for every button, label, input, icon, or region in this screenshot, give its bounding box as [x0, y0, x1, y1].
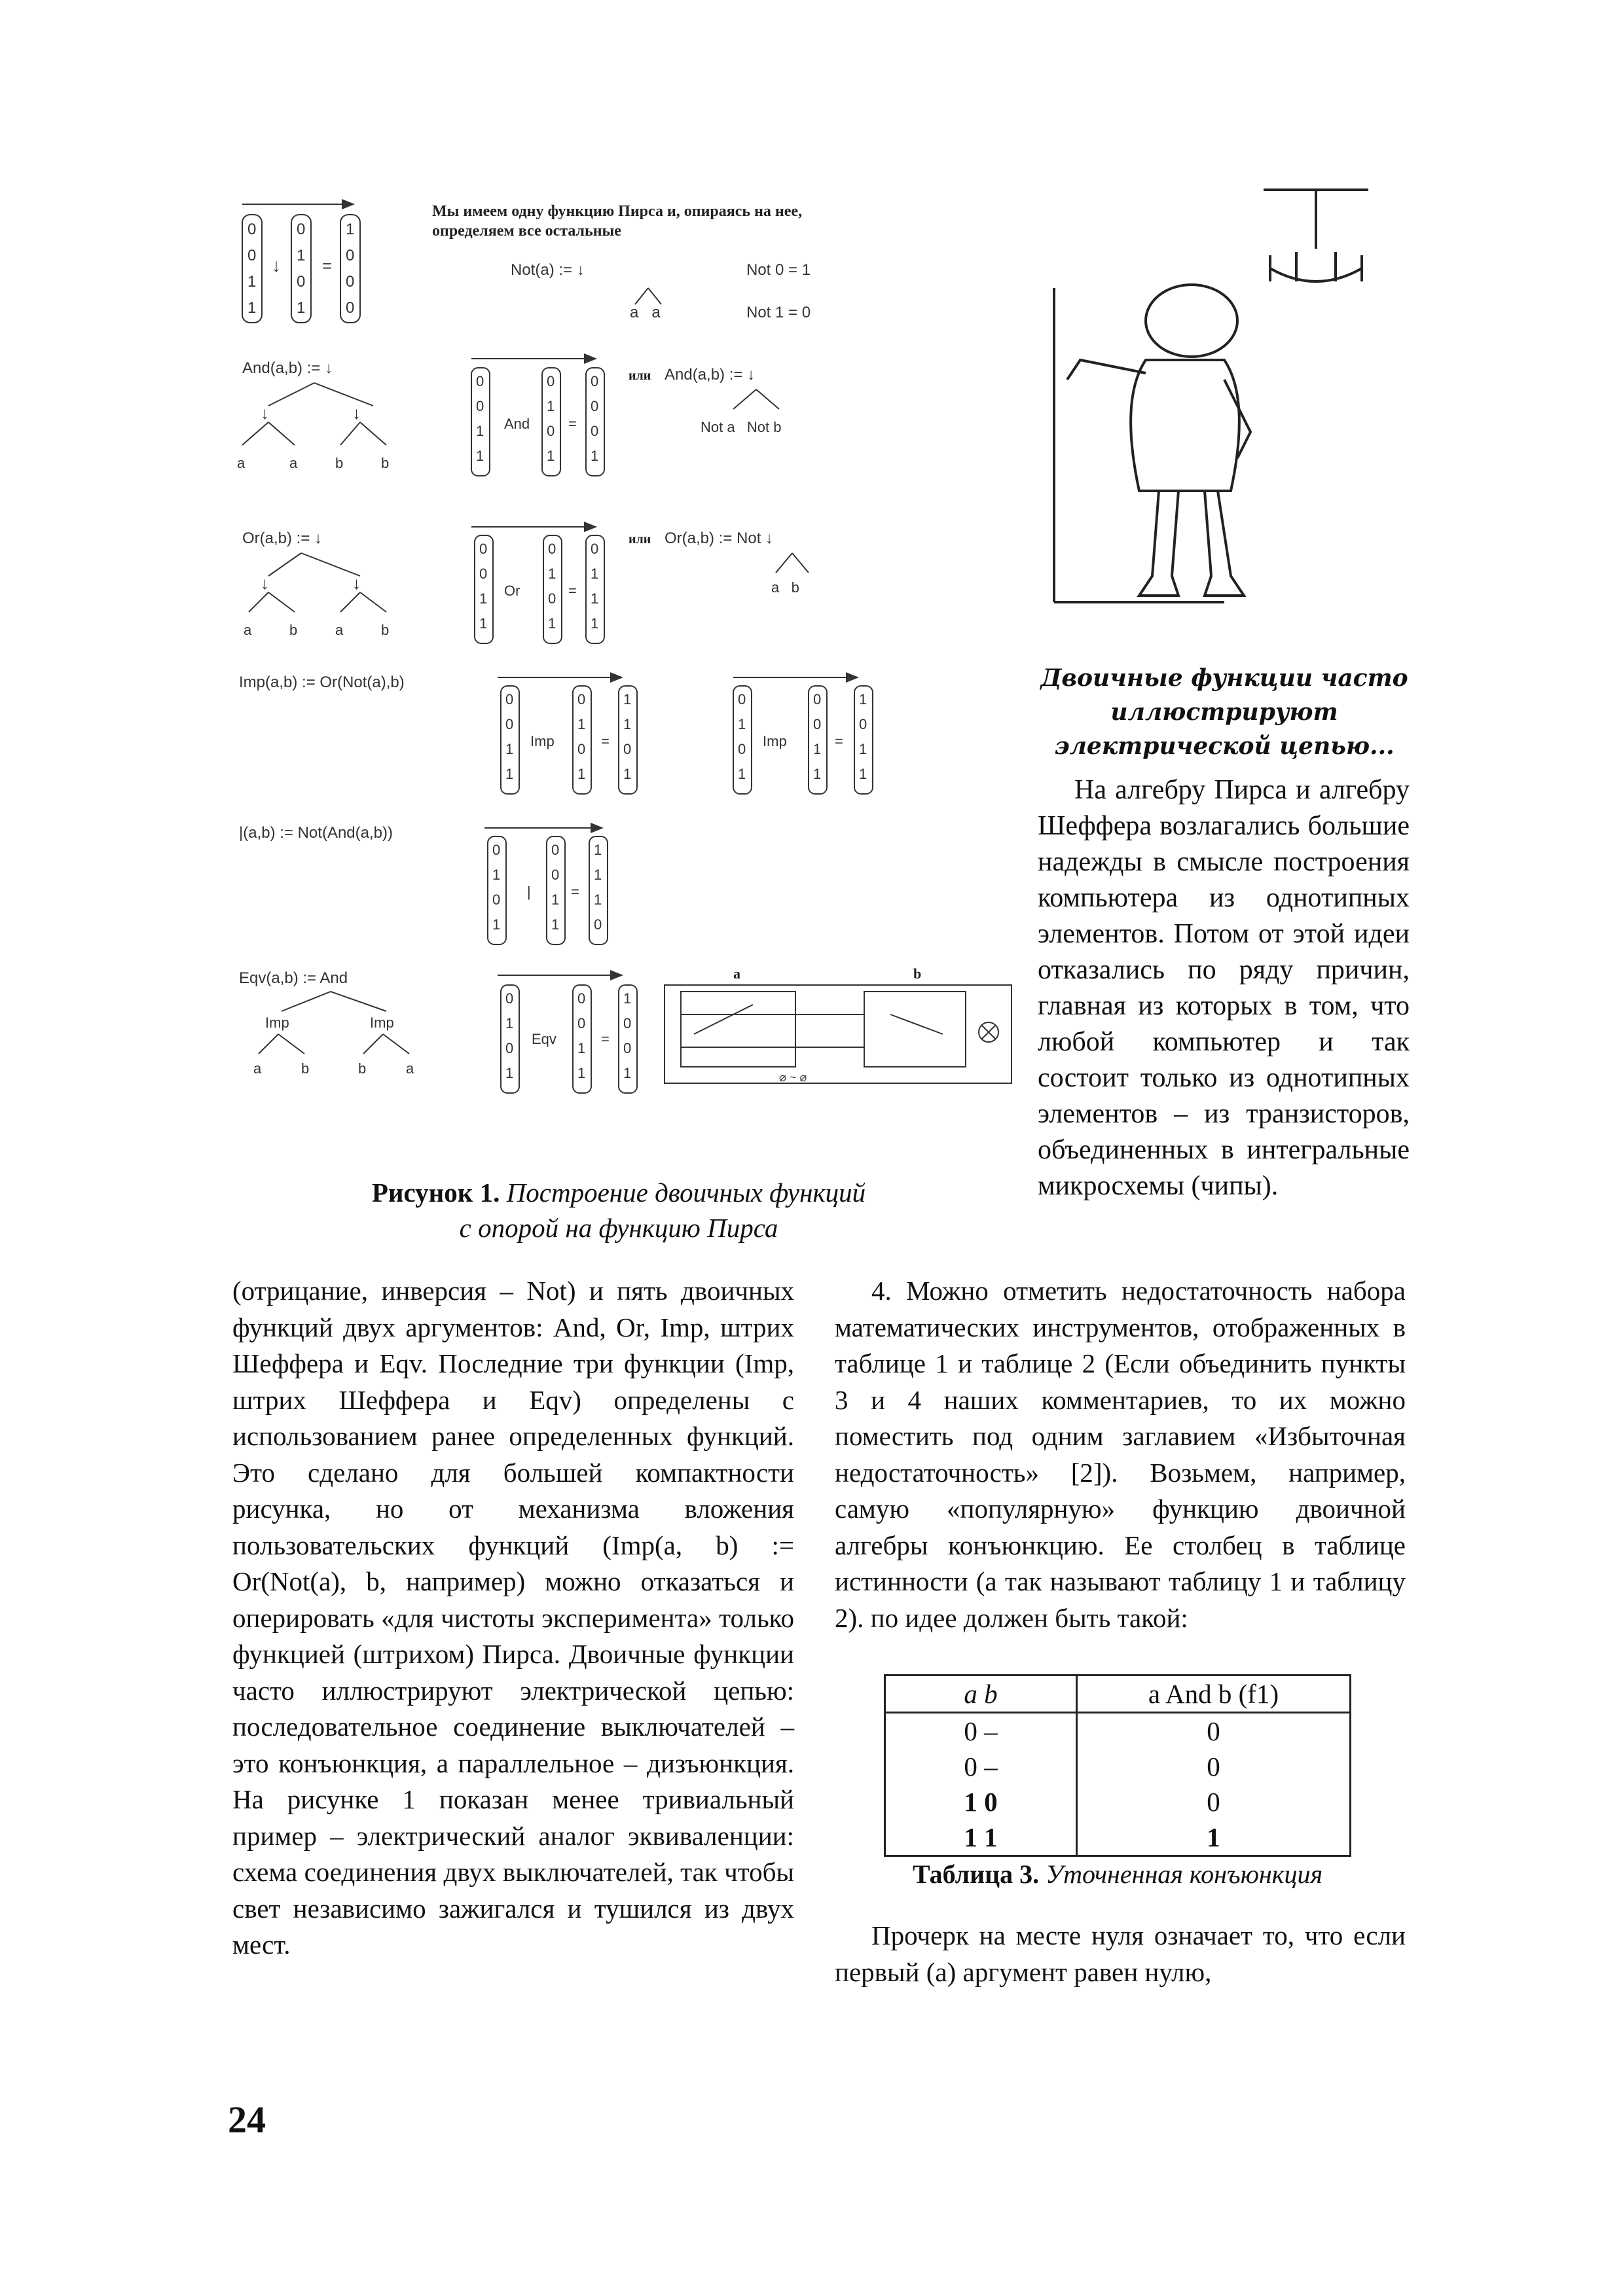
- svg-text:1: 1: [859, 691, 867, 708]
- op-imp: Imp: [763, 733, 787, 749]
- leaf-a: a: [406, 1060, 414, 1077]
- svg-text:1: 1: [479, 615, 488, 632]
- cell-f: 0: [1077, 1749, 1351, 1784]
- svg-text:1: 1: [551, 891, 560, 908]
- and-definition: And(a,b) := ↓: [242, 359, 333, 377]
- not-args: a a: [630, 304, 661, 321]
- svg-text:1: 1: [594, 842, 602, 858]
- leaf-a: a: [237, 455, 246, 471]
- svg-text:0: 0: [813, 716, 822, 732]
- bottom-paragraph: Прочерк на месте нуля означает то, что если первый (a) аргумент равен нулю,: [835, 1920, 1406, 1987]
- imp-definition: Imp(a,b) := Or(Not(a),b): [239, 673, 405, 691]
- eqv-definition: Eqv(a,b) := And: [239, 969, 348, 987]
- leaf-b: b: [381, 622, 390, 638]
- switch-b-label: b: [913, 965, 922, 982]
- svg-text:0: 0: [551, 867, 560, 883]
- left-column-text: [232, 1273, 794, 1964]
- svg-text:1: 1: [623, 1065, 632, 1081]
- svg-text:1: 1: [591, 590, 599, 607]
- side-paragraph: На алгебру Пирса и алгебру Шеффера возлагались большие надежды в смысле построения компьютера из однотипных элементов. Потом от этой идеи отказались по ряду причин, главная из которых в том, что любой компьютер и так состоит только из однотипных элементов – из транзисторов, объединенных в интегральные микросхемы (чипы).: [1038, 775, 1410, 1201]
- svg-text:0: 0: [476, 398, 484, 414]
- svg-text:0: 0: [738, 691, 746, 708]
- not-one: Not 1 = 0: [746, 304, 811, 321]
- leaf-b: b: [335, 455, 344, 471]
- svg-text:1: 1: [623, 990, 632, 1007]
- or-word: или: [629, 368, 651, 383]
- svg-text:1: 1: [591, 448, 599, 464]
- svg-text:1: 1: [577, 716, 586, 732]
- svg-text:1: 1: [505, 1065, 514, 1081]
- table-row: [885, 1749, 1351, 1784]
- equals-sign: =: [601, 733, 610, 749]
- conjunction-truth-table: [884, 1674, 1351, 1857]
- table-caption-label: Таблица 3.: [912, 1859, 1040, 1889]
- svg-text:0: 0: [505, 990, 514, 1007]
- svg-text:0: 0: [591, 541, 599, 557]
- svg-text:0: 0: [492, 891, 501, 908]
- or-definition: Or(a,b) := ↓: [242, 529, 323, 547]
- not-zero: Not 0 = 1: [746, 261, 811, 279]
- table-row: [885, 1784, 1351, 1820]
- and-alt-args: Not a Not b: [701, 419, 782, 435]
- op-and: And: [504, 416, 530, 432]
- svg-text:0: 0: [594, 916, 602, 933]
- svg-text:0: 0: [492, 842, 501, 858]
- leaf-a: a: [335, 622, 344, 638]
- svg-text:0: 0: [577, 741, 586, 757]
- op-sheffer: |: [527, 884, 531, 900]
- leaf-b: b: [358, 1060, 367, 1077]
- bottom-right-text: [835, 1918, 1406, 1990]
- svg-text:0: 0: [479, 565, 488, 582]
- svg-text:0: 0: [577, 1015, 586, 1031]
- svg-text:1: 1: [479, 590, 488, 607]
- svg-text:1: 1: [594, 867, 602, 883]
- caption-label: Рисунок 1.: [371, 1177, 500, 1208]
- leaf-a: a: [253, 1060, 262, 1077]
- svg-text:1: 1: [577, 766, 586, 782]
- svg-text:0: 0: [247, 221, 257, 238]
- and-tree-arrow-left: ↓: [261, 403, 269, 423]
- figure-caption: [275, 1175, 962, 1246]
- not-definition: Not(a) := ↓: [511, 261, 585, 279]
- cell-f: 1: [1077, 1820, 1351, 1856]
- figure-header-1: Мы имеем одну функцию Пирса и, опираясь на нее,: [432, 203, 803, 220]
- svg-text:0: 0: [505, 691, 514, 708]
- switch-a-label: a: [733, 965, 740, 982]
- svg-text:1: 1: [297, 299, 306, 317]
- svg-text:1: 1: [247, 299, 257, 317]
- eqv-tree-imp-left: Imp: [265, 1014, 289, 1031]
- side-column-text: [1038, 772, 1410, 1204]
- svg-text:1: 1: [492, 916, 501, 933]
- svg-text:0: 0: [738, 741, 746, 757]
- svg-text:0: 0: [297, 221, 306, 238]
- op-eqv: Eqv: [532, 1031, 556, 1047]
- table-header-ab: a b: [885, 1676, 1077, 1713]
- svg-text:1: 1: [577, 1040, 586, 1056]
- svg-text:1: 1: [505, 1015, 514, 1031]
- right-column-text: [835, 1273, 1406, 1636]
- svg-text:1: 1: [346, 221, 355, 238]
- right-paragraph: 4. Можно отметить недостаточность набора математических инструментов, отображенных в таблице 1 и таблице 2 (Если объединить пункты 3 и 4 наших комментариев, то их можно поместить под одним заглавием «Избыточная недостаточность» [2]). Возьмем, например, самую «популярную» функцию двоичной алгебры конъюнкцию. Ее столбец в таблице истинности (а так называют таблицу 1 и таблицу 2). по идее должен быть такой:: [835, 1276, 1406, 1633]
- svg-text:1: 1: [476, 423, 484, 439]
- svg-text:1: 1: [738, 716, 746, 732]
- figure-header-2: определяем все остальные: [432, 223, 621, 240]
- svg-text:0: 0: [346, 247, 355, 264]
- leaf-b: b: [289, 622, 298, 638]
- svg-text:1: 1: [813, 766, 822, 782]
- op-or: Or: [504, 583, 520, 599]
- leaf-b: b: [301, 1060, 310, 1077]
- illustration-caption-line2: иллюстрируют: [1110, 698, 1338, 726]
- svg-text:0: 0: [548, 541, 556, 557]
- eqv-tree-imp-right: Imp: [370, 1014, 394, 1031]
- svg-text:0: 0: [346, 273, 355, 291]
- table-row: [885, 1713, 1351, 1749]
- svg-text:1: 1: [505, 741, 514, 757]
- svg-text:0: 0: [813, 691, 822, 708]
- svg-text:1: 1: [594, 891, 602, 908]
- svg-text:1: 1: [476, 448, 484, 464]
- svg-text:1: 1: [623, 716, 632, 732]
- equals-sign: =: [568, 583, 577, 599]
- equals-sign: =: [601, 1031, 610, 1047]
- svg-text:0: 0: [591, 398, 599, 414]
- or-tree-arrow-left: ↓: [261, 573, 269, 593]
- equals-sign: =: [322, 256, 333, 276]
- svg-text:0: 0: [247, 247, 257, 264]
- cell-f: 0: [1077, 1713, 1351, 1749]
- equals-sign: =: [835, 733, 843, 749]
- svg-text:0: 0: [505, 1040, 514, 1056]
- svg-text:1: 1: [577, 1065, 586, 1081]
- svg-text:1: 1: [813, 741, 822, 757]
- svg-text:1: 1: [859, 766, 867, 782]
- svg-text:0: 0: [859, 716, 867, 732]
- page-number: 24: [228, 2098, 266, 2141]
- svg-text:1: 1: [738, 766, 746, 782]
- svg-text:0: 0: [505, 716, 514, 732]
- svg-text:1: 1: [492, 867, 501, 883]
- two-way-switch-circuit: [665, 985, 1012, 1083]
- and-tree-arrow-right: ↓: [352, 403, 361, 423]
- equals-sign: =: [571, 884, 579, 900]
- svg-text:0: 0: [297, 273, 306, 291]
- svg-text:1: 1: [591, 565, 599, 582]
- svg-text:1: 1: [623, 691, 632, 708]
- svg-text:0: 0: [591, 423, 599, 439]
- cell-ab: 1 1: [885, 1820, 1077, 1856]
- illustration-caption-line3: электрической цепью...: [1054, 732, 1395, 760]
- svg-text:0: 0: [551, 842, 560, 858]
- svg-text:0: 0: [479, 541, 488, 557]
- illustration-caption: [1034, 661, 1414, 763]
- svg-text:1: 1: [297, 247, 306, 264]
- table-caption-text: Уточненная конъюнкция: [1046, 1859, 1323, 1889]
- svg-text:0: 0: [577, 691, 586, 708]
- or-tree-arrow-right: ↓: [352, 573, 361, 593]
- or-alt-args: a b: [771, 579, 799, 596]
- svg-text:0: 0: [547, 373, 555, 389]
- vector-result: [340, 215, 360, 323]
- cell-f: 0: [1077, 1784, 1351, 1820]
- svg-text:1: 1: [547, 398, 555, 414]
- vector-a: [242, 215, 262, 323]
- figure-1-peirce-functions: [229, 190, 1015, 1165]
- op-imp: Imp: [530, 733, 555, 749]
- svg-text:0: 0: [547, 423, 555, 439]
- vector-b: [291, 215, 311, 323]
- svg-text:1: 1: [551, 916, 560, 933]
- svg-text:0: 0: [577, 990, 586, 1007]
- svg-text:1: 1: [591, 615, 599, 632]
- svg-text:0: 0: [346, 299, 355, 317]
- cell-ab: 1 0: [885, 1784, 1077, 1820]
- table-row: [885, 1820, 1351, 1856]
- svg-text:0: 0: [623, 1040, 632, 1056]
- equals-sign: =: [568, 416, 577, 432]
- circuit-label: ⌀ ~ ⌀: [779, 1071, 807, 1084]
- peirce-arrow: ↓: [272, 255, 281, 276]
- left-paragraph: (отрицание, инверсия – Not) и пять двоичных функций двух аргументов: And, Or, Imp, штрих Шеффера и Eqv. Последние три функции (Imp, штрих Шеффера и Eqv) определены с использованием ранее определенных функций. Это сделано для большей компактности рисунка, но от механизма вложения пользовательских функций (Imp(a, b) := Or(Not(a), b, например) можно отказаться и оперировать «для чистоты эксперимента» только функцией (штрихом) Пирса. Двоичные функции часто иллюстрируют электрической цепью: последовательное соединение выключателей – это конъюнкция, а параллельное – дизъюнкция. На рисунке 1 показан менее тривиальный пример – электрический аналог эквиваленции: схема соединения двух выключателей, так чтобы свет независимо зажигался и тушился из двух мест.: [232, 1276, 794, 1960]
- svg-text:0: 0: [591, 373, 599, 389]
- svg-text:1: 1: [247, 273, 257, 291]
- or-alt: Or(a,b) := Not ↓: [665, 529, 774, 547]
- caption-line2: с опорой на функцию Пирса: [459, 1213, 778, 1243]
- caption-line1: Построение двоичных функций: [506, 1177, 866, 1208]
- and-alt: And(a,b) := ↓: [665, 366, 756, 384]
- svg-text:1: 1: [548, 615, 556, 632]
- leaf-a: a: [289, 455, 298, 471]
- svg-text:0: 0: [476, 373, 484, 389]
- svg-text:1: 1: [623, 766, 632, 782]
- table-caption: [877, 1859, 1358, 1890]
- svg-text:1: 1: [859, 741, 867, 757]
- svg-text:0: 0: [623, 1015, 632, 1031]
- svg-text:0: 0: [623, 741, 632, 757]
- cell-ab: 0 –: [885, 1749, 1077, 1784]
- svg-text:1: 1: [547, 448, 555, 464]
- svg-text:0: 0: [548, 590, 556, 607]
- chandelier-man-illustration: [1041, 183, 1395, 641]
- or-word: или: [629, 532, 651, 547]
- illustration-caption-line1: Двоичные функции часто: [1040, 664, 1408, 692]
- leaf-b: b: [381, 455, 390, 471]
- svg-text:1: 1: [505, 766, 514, 782]
- sheffer-definition: |(a,b) := Not(And(a,b)): [239, 824, 393, 842]
- svg-text:1: 1: [548, 565, 556, 582]
- leaf-a: a: [244, 622, 252, 638]
- table-header-f: a And b (f1): [1077, 1676, 1351, 1713]
- cell-ab: 0 –: [885, 1713, 1077, 1749]
